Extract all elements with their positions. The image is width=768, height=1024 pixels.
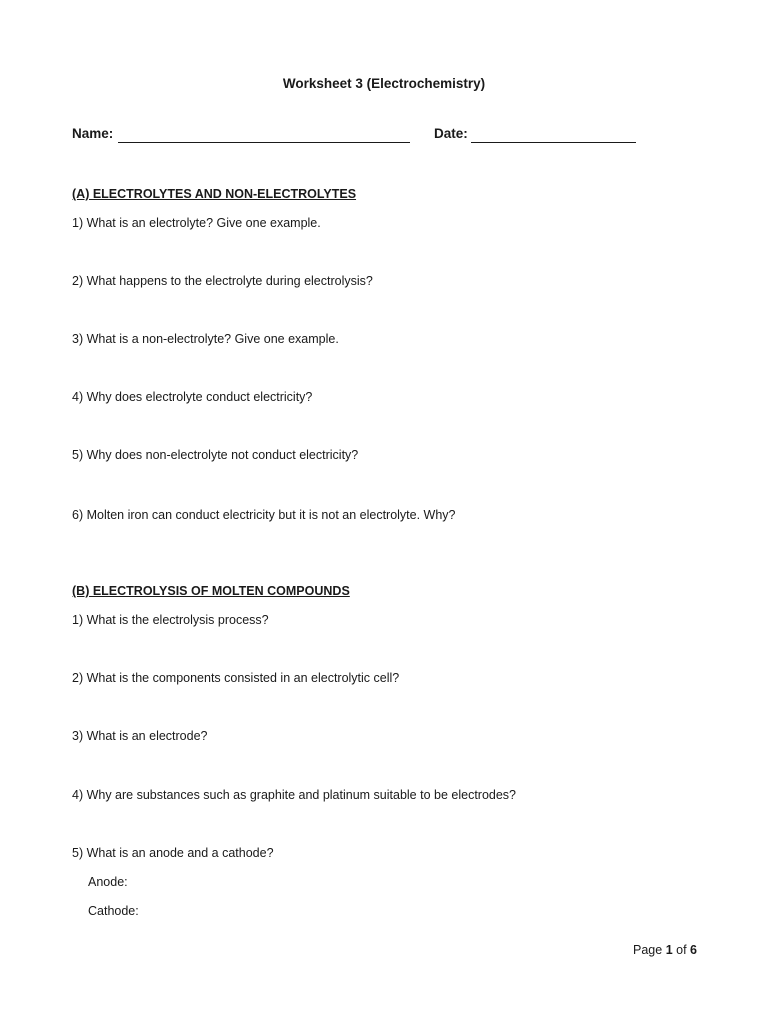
section-a-question-3: 3) What is a non-electrolyte? Give one example. <box>72 332 339 346</box>
section-a-heading: (A) ELECTROLYTES AND NON-ELECTROLYTES <box>72 187 357 201</box>
document-title: Worksheet 3 (Electrochemistry) <box>282 76 486 91</box>
page-footer <box>633 943 697 957</box>
date-blank-line[interactable] <box>471 142 636 143</box>
name-blank-line[interactable] <box>118 142 410 143</box>
cathode-label: Cathode: <box>88 904 139 918</box>
section-a-question-1: 1) What is an electrolyte? Give one example. <box>72 216 321 230</box>
total-pages-number: 6 <box>690 943 697 957</box>
of-word: of <box>676 943 687 957</box>
section-b-question-3: 3) What is an electrode? <box>72 729 208 743</box>
section-a-question-2: 2) What happens to the electrolyte during electrolysis? <box>72 274 373 288</box>
page-word: Page <box>633 943 663 957</box>
section-a-question-5: 5) Why does non-electrolyte not conduct electricity? <box>72 448 359 462</box>
section-b-question-4: 4) Why are substances such as graphite and platinum suitable to be electrodes? <box>72 788 517 802</box>
date-label: Date: <box>434 126 468 141</box>
current-page-number: 1 <box>665 943 673 957</box>
section-b-question-2: 2) What is the components consisted in an electrolytic cell? <box>72 671 400 685</box>
section-b-question-1: 1) What is the electrolysis process? <box>72 613 269 627</box>
section-a-question-4: 4) Why does electrolyte conduct electricity? <box>72 390 313 404</box>
section-a-question-6: 6) Molten iron can conduct electricity but it is not an electrolyte. Why? <box>72 508 456 522</box>
section-b-question-5: 5) What is an anode and a cathode? <box>72 846 274 860</box>
name-date-row <box>72 126 692 146</box>
name-label: Name: <box>72 126 114 141</box>
anode-label: Anode: <box>88 875 128 889</box>
section-b-heading: (B) ELECTROLYSIS OF MOLTEN COMPOUNDS <box>72 584 350 598</box>
